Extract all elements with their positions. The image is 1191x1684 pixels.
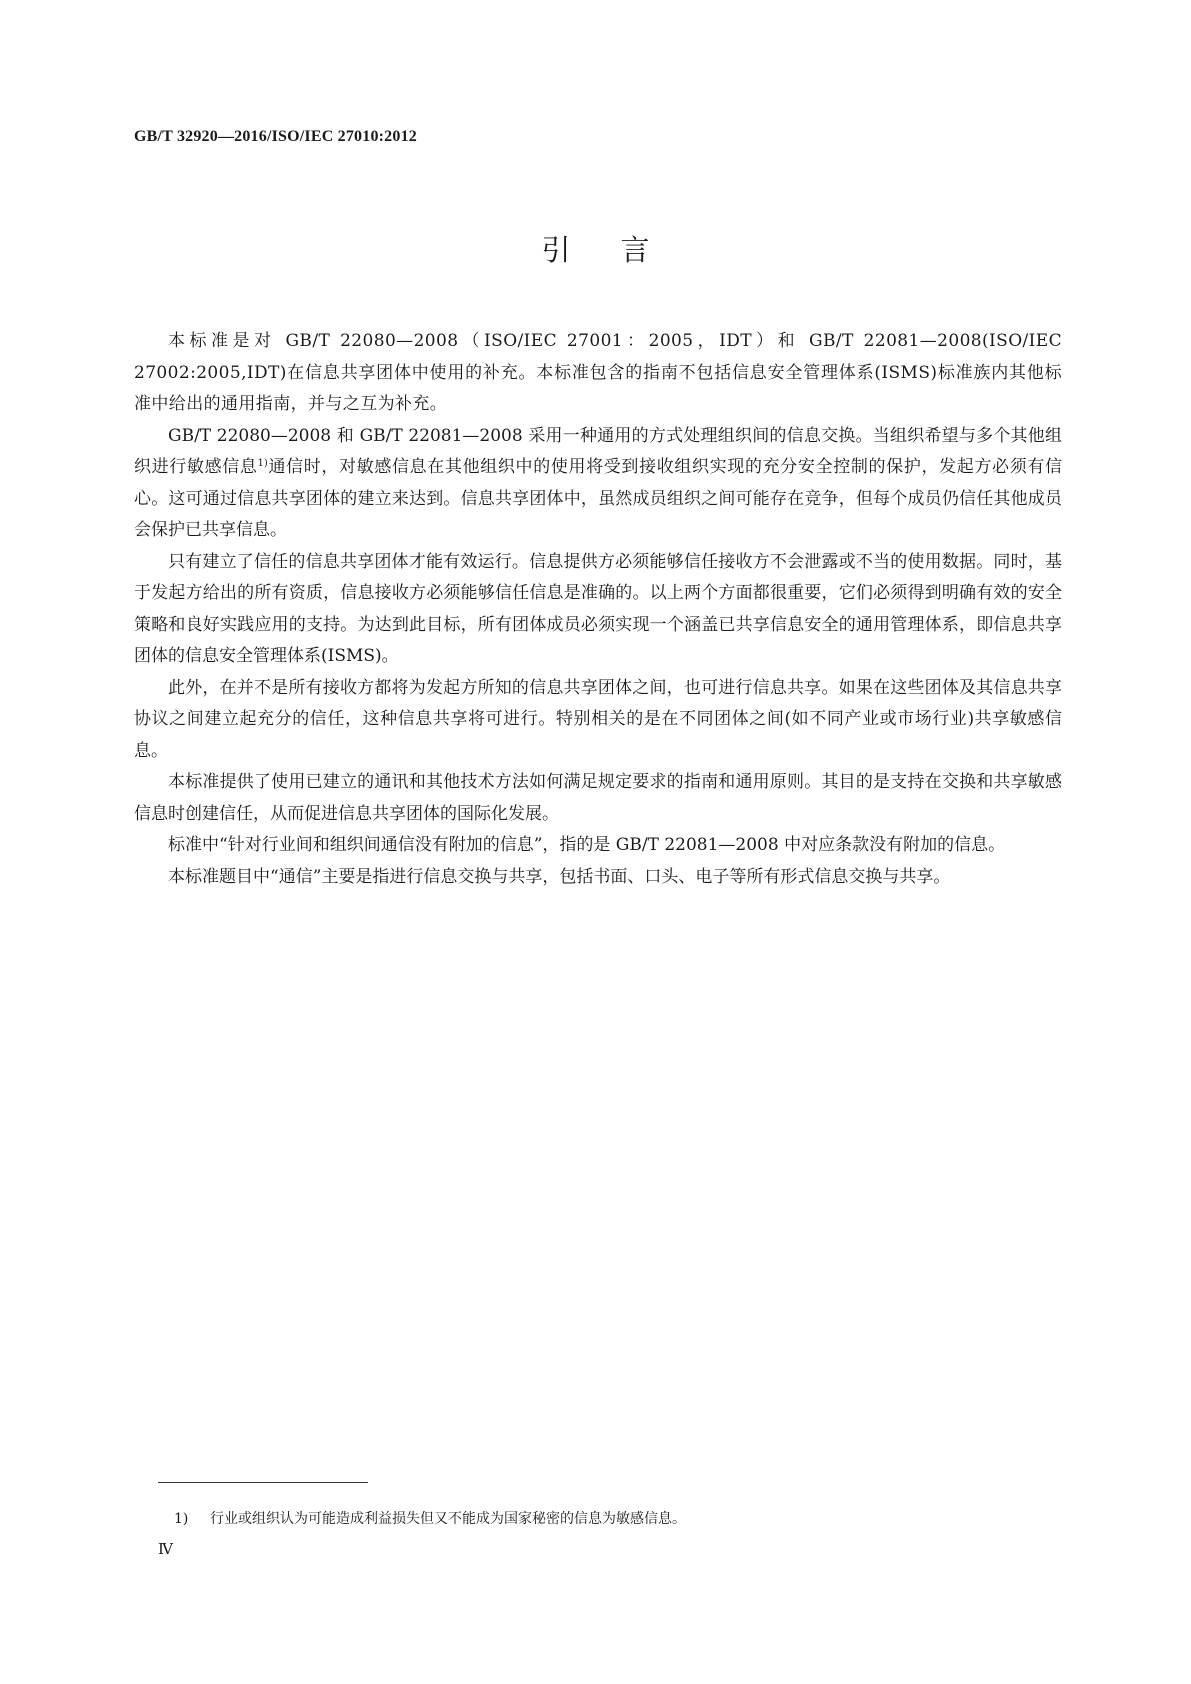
- footnote-divider: [158, 1482, 368, 1483]
- page-title: 引言: [541, 233, 700, 267]
- document-header: [134, 128, 417, 146]
- footnote-mark: 1): [174, 1511, 189, 1527]
- body-text: [134, 326, 1062, 893]
- footnote-reference[interactable]: 1): [257, 458, 268, 469]
- paragraph-6: 标准中“针对行业间和组织间通信没有附加的信息”，指的是 GB/T 22081—2008 中对应条款没有附加的信息。: [168, 835, 1006, 855]
- footnote: [174, 1508, 686, 1528]
- paragraph-2: [134, 421, 1062, 547]
- paragraph-1: 本标准是对 GB/T 22080—2008（ISO/IEC 27001：2005，IDT）和 GB/T 22081—2008(ISO/IEC 27002:2005,IDT)在信息共享团体中使用的补充。本标准包含的指南不包括信息安全管理体系(ISMS)标准族内其他标准中给出的通用指南，并与之互为补充。: [134, 331, 1062, 414]
- paragraph-2-part-2: 通信时，对敏感信息在其他组织中的使用将受到接收组织实现的充分安全控制的保护，发起方必须有信心。这可通过信息共享团体的建立来达到。信息共享团体中，虽然成员组织之间可能存在竞争，但每个成员仍信任其他成员会保护已共享信息。: [134, 457, 1063, 540]
- page-number: Ⅳ: [158, 1542, 173, 1558]
- paragraph-5: 本标准提供了使用已建立的通讯和其他技术方法如何满足规定要求的指南和通用原则。其目的是支持在交换和共享敏感信息时创建信任，从而促进信息共享团体的国际化发展。: [134, 772, 1062, 824]
- paragraph-7: 本标准题目中“通信”主要是指进行信息交换与共享，包括书面、口头、电子等所有形式信息交换与共享。: [168, 866, 951, 887]
- paragraph-4: 此外，在并不是所有接收方都将为发起方所知的信息共享团体之间，也可进行信息共享。如果在这些团体及其信息共享协议之间建立起充分的信任，这种信息共享将可进行。特别相关的是在不同团体之间(如不同产业或市场行业)共享敏感信息。: [134, 677, 1062, 761]
- standard-code: GB/T 32920—2016/ISO/IEC 27010:2012: [134, 128, 417, 145]
- paragraph-3: 只有建立了信任的信息共享团体才能有效运行。信息提供方必须能够信任接收方不会泄露或不当的使用数据。同时，基于发起方给出的所有资质，信息接收方必须能够信任信息是准确的。以上两个方面都很重要，它们必须得到明确有效的安全策略和良好实践应用的支持。为达到此目标，所有团体成员必须实现一个涵盖已共享信息安全的通用管理体系，即信息共享团体的信息安全管理体系(ISMS)。: [134, 551, 1062, 666]
- footnote-text: 行业或组织认为可能造成利益损失但又不能成为国家秘密的信息为敏感信息。: [210, 1511, 686, 1527]
- paragraph-2-part-1: GB/T 22080—2008 和 GB/T 22081—2008 采用一种通用的方式处理组织间的信息交换。当组织希望与多个其他组织进行敏感信息: [134, 425, 1062, 477]
